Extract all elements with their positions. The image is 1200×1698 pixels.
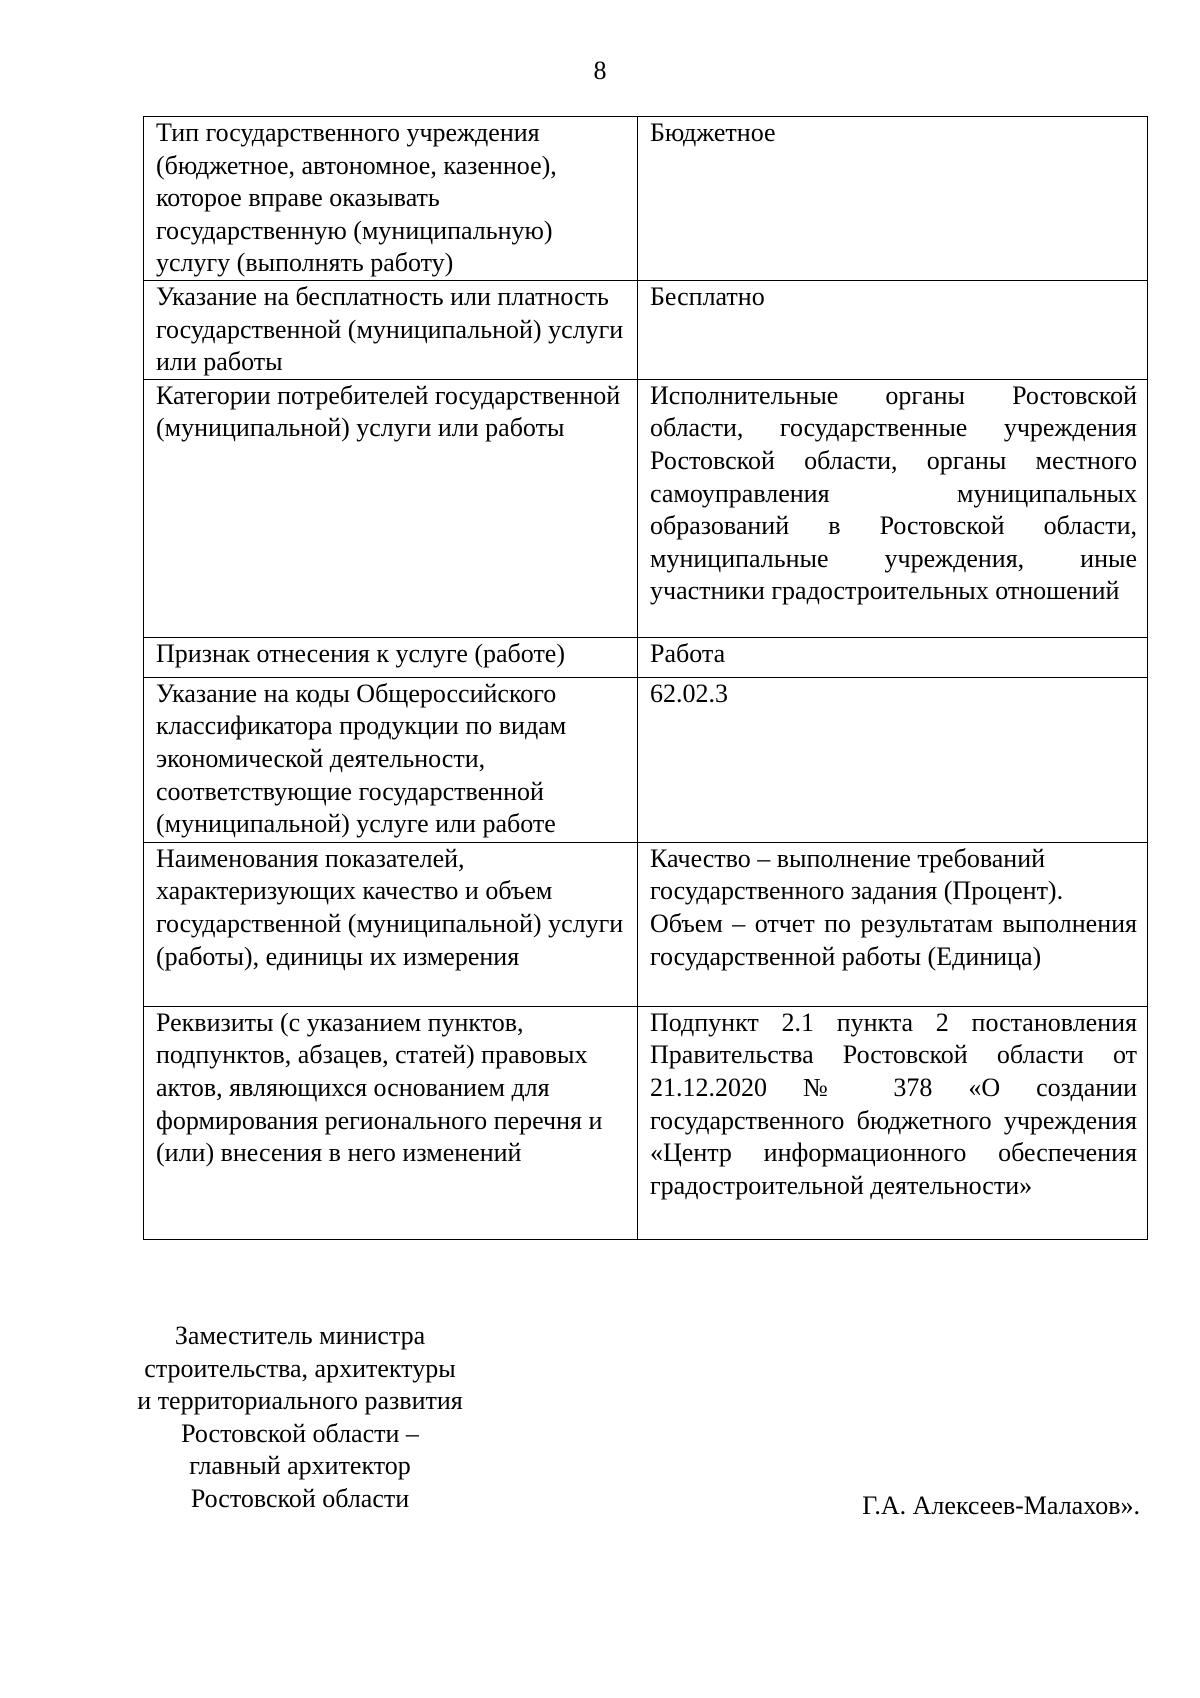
volume-indicator: Объем – отчет по результатам выполнения государственной работы (Единица): [650, 908, 1137, 971]
row-label: Признак отнесения к услуге (работе): [144, 637, 638, 677]
signatory-position-line: главный архитектор: [189, 1451, 411, 1481]
signatory-position: [100, 1320, 500, 1516]
row-label: Указание на коды Общероссийского классификатора продукции по видам экономической деятельности, соответствующие государственной (муниципальной) услуге или работе: [144, 677, 638, 842]
row-value: Бесплатно: [638, 280, 1148, 379]
table-row: [144, 1006, 1148, 1239]
row-value: Подпункт 2.1 пункта 2 постановления Правительства Ростовской области от 21.12.2020 № 378 «О создании государственного бюджетного учреждения «Центр информационного обеспечения градостроительной деятельности»: [638, 1006, 1148, 1239]
signatory-position-line: Ростовской области –: [181, 1418, 419, 1448]
row-label: Указание на бесплатность или платность государственной (муниципальной) услуги или работы: [144, 280, 638, 379]
row-value: Исполнительные органы Ростовской области, государственные учреждения Ростовской области, органы местного самоуправления муниципальных образований в Ростовской области, муниципальные учреждения, иные участники градостроительных отношений: [638, 379, 1148, 637]
row-value: [638, 842, 1148, 1006]
signatory-position-line: Заместитель министра: [174, 1321, 426, 1350]
row-label: Тип государственного учреждения (бюджетное, автономное, казенное), которое вправе оказывать государственную (муниципальную) услугу (выполнять работу): [144, 117, 638, 281]
page-number: 8: [593, 56, 607, 85]
quality-indicator: Качество – выполнение требований государственного задания (Процент).: [650, 843, 1064, 906]
table-row: [144, 677, 1148, 842]
table-row: [144, 637, 1148, 677]
row-value: 62.02.3: [638, 677, 1148, 842]
row-label: Реквизиты (с указанием пунктов, подпунктов, абзацев, статей) правовых актов, являющихся основанием для формирования регионального перечня и (или) внесения в него изменений: [144, 1006, 638, 1239]
table-row: [144, 379, 1148, 637]
row-value: Бюджетное: [638, 117, 1148, 281]
signatory-position-line: строительства, архитектуры: [144, 1353, 456, 1383]
signatory-name: Г.А. Алексеев-Малахов».: [862, 1491, 1140, 1520]
row-value: Работа: [638, 637, 1148, 677]
table-row: [144, 842, 1148, 1006]
table-row: [144, 280, 1148, 379]
signatory-position-line: и территориального развития: [137, 1386, 463, 1416]
table-row: [144, 117, 1148, 281]
register-table: [143, 116, 1148, 1240]
signatory-position-line: Ростовской области: [190, 1483, 410, 1513]
row-label: Наименования показателей, характеризующих качество и объем государственной (муниципальной) услуги (работы), единицы их измерения: [144, 842, 638, 1006]
row-label: Категории потребителей государственной (муниципальной) услуги или работы: [144, 379, 638, 637]
